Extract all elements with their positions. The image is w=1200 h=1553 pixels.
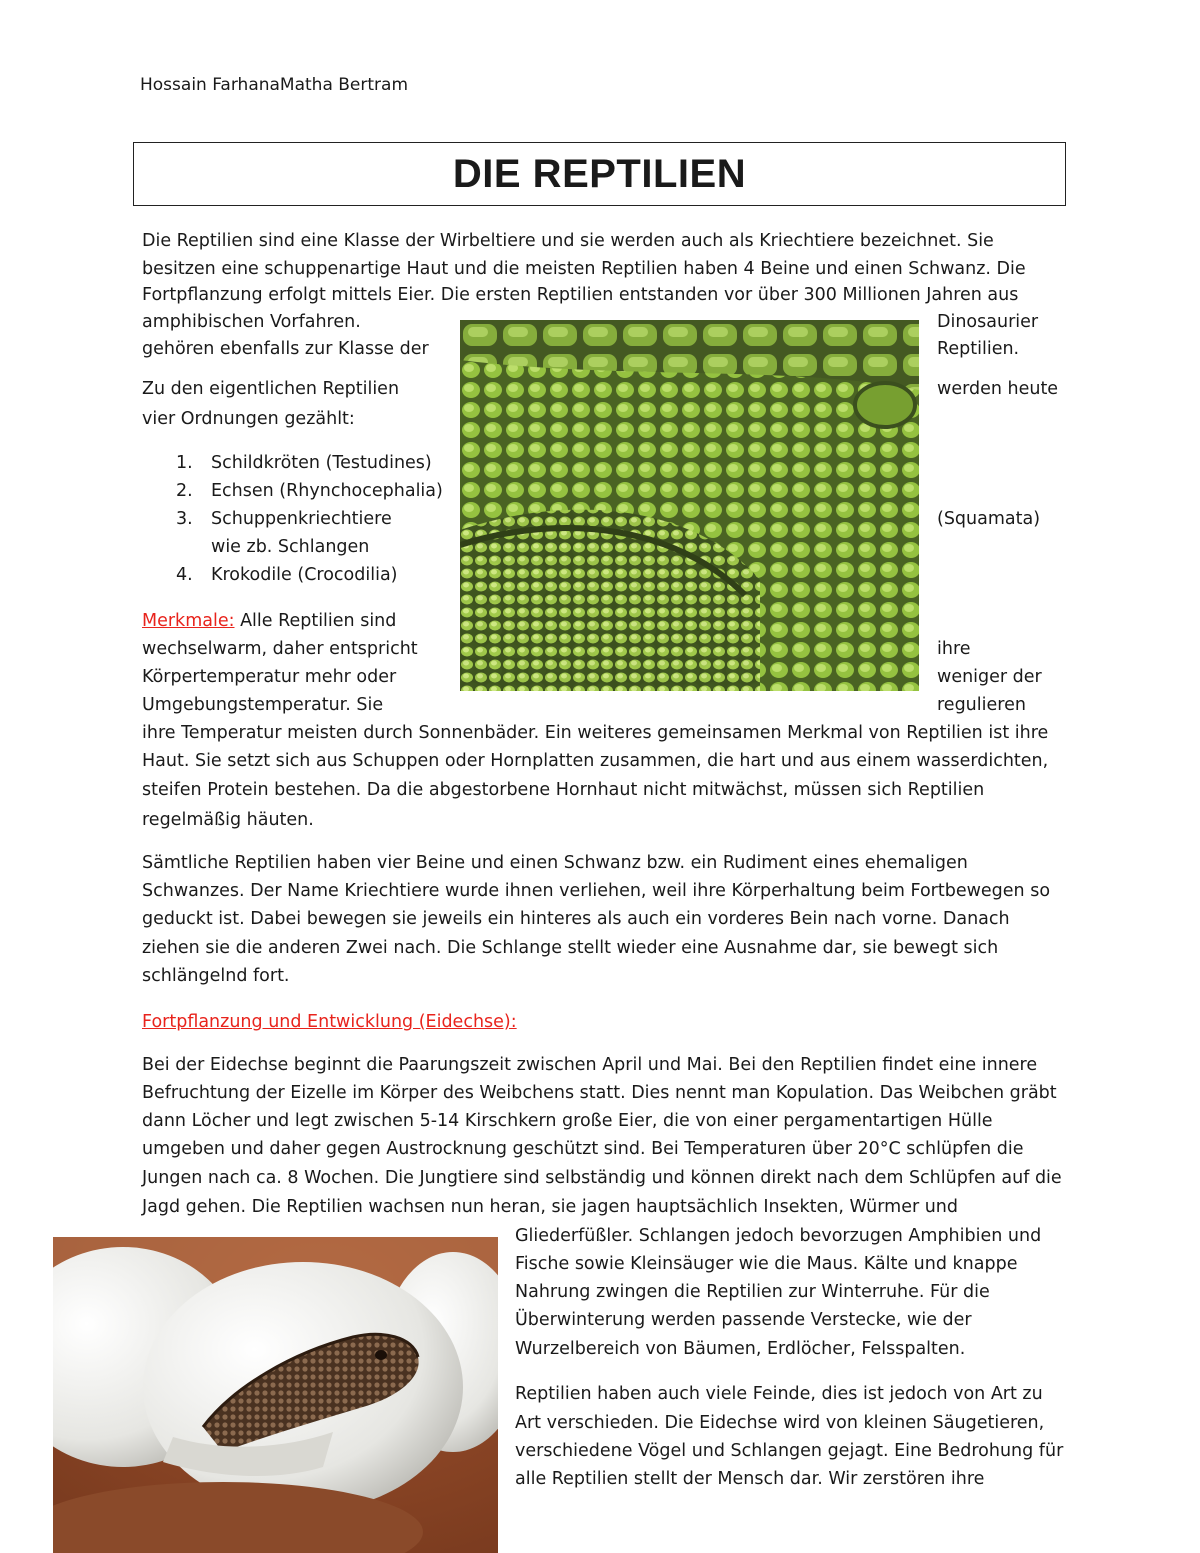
list-item-number: 4. — [176, 565, 193, 585]
reproduction-line-4: umgeben und daher gegen Austrocknung geschützt sind. Bei Temperaturen über 20°C schlüpfen die — [142, 1139, 1024, 1159]
features-line-2b: ihre — [937, 639, 971, 659]
movement-line-3: geduckt ist. Dabei bewegen sie jeweils ein hinteres als auch ein vorderes Bein nach vorne. Danach — [142, 909, 1010, 929]
orders-line-1b: werden heute — [937, 379, 1059, 399]
features-line-4b: regulieren — [937, 695, 1026, 715]
reproduction-col-line-4: Überwinterung werden passende Verstecke, wie der — [515, 1310, 972, 1330]
features-line-3b: weniger der — [937, 667, 1042, 687]
movement-line-4: ziehen sie die anderen Zwei nach. Die Schlange stellt wieder eine Ausnahme dar, sie bewegt sich — [142, 938, 999, 958]
reproduction-col-line-1: Gliederfüßler. Schlangen jedoch bevorzugen Amphibien und — [515, 1226, 1042, 1246]
reproduction-heading: Fortpflanzung und Entwicklung (Eidechse): — [142, 1012, 517, 1032]
reproduction-col-line-2: Fische sowie Kleinsäuger wie die Maus. Kälte und knappe — [515, 1254, 1018, 1274]
reproduction-line-1: Bei der Eidechse beginnt die Paarungszeit zwischen April und Mai. Bei den Reptilien findet eine innere — [142, 1055, 1038, 1075]
reproduction-line-3: dann Löcher und legt zwischen 5-14 Kirschkern große Eier, die von einer pergamentartigen Hülle — [142, 1111, 993, 1131]
reproduction-line-6: Jagd gehen. Die Reptilien wachsen nun heran, sie jagen hauptsächlich Insekten, Würmer und — [142, 1197, 959, 1217]
reproduction-col-line-5: Wurzelbereich von Bäumen, Erdlöcher, Felsspalten. — [515, 1339, 966, 1359]
enemies-line-1: Reptilien haben auch viele Feinde, dies ist jedoch von Art zu — [515, 1384, 1043, 1404]
intro-line-1: Die Reptilien sind eine Klasse der Wirbeltiere und sie werden auch als Kriechtiere bezeichnet. Sie — [142, 231, 994, 251]
list-item-text: Schuppenkriechtiere — [211, 509, 392, 529]
features-line-2a: wechselwarm, daher entspricht — [142, 639, 418, 659]
features-line-1-text: Alle Reptilien sind — [234, 611, 397, 631]
list-item-number: 3. — [176, 509, 193, 529]
reproduction-col-line-3: Nahrung zwingen die Reptilien zur Winterruhe. Für die — [515, 1282, 990, 1302]
features-heading: Merkmale: — [142, 611, 235, 631]
list-item-text: Echsen (Rhynchocephalia) — [211, 481, 443, 501]
list-item-text: Krokodile (Crocodilia) — [211, 565, 398, 585]
enemies-line-2: Art verschieden. Die Eidechse wird von kleinen Säugetieren, — [515, 1413, 1045, 1433]
intro-line-3: Fortpflanzung erfolgt mittels Eier. Die ersten Reptilien entstanden vor über 300 Millionen Jahren aus — [142, 285, 1019, 305]
features-line-6: Haut. Sie setzt sich aus Schuppen oder Hornplatten zusammen, die hart und aus einem wasserdichten, — [142, 751, 1049, 771]
enemies-line-4: alle Reptilien stellt der Mensch dar. Wir zerstören ihre — [515, 1469, 985, 1489]
list-item-right: (Squamata) — [937, 509, 1041, 529]
intro-line-5a: gehören ebenfalls zur Klasse der — [142, 339, 429, 359]
features-line-4a: Umgebungstemperatur. Sie — [142, 695, 384, 715]
reproduction-line-2: Befruchtung der Eizelle im Körper des Weibchens statt. Dies nennt man Kopulation. Das Weibchen gräbt — [142, 1083, 1057, 1103]
features-line-1 — [142, 611, 396, 631]
page-title: DIE REPTILIEN — [452, 151, 747, 196]
intro-line-5b: Reptilien. — [937, 339, 1020, 359]
list-item-number: 1. — [176, 453, 193, 473]
features-line-5: ihre Temperatur meisten durch Sonnenbäder. Ein weiteres gemeinsamen Merkmal von Reptilien ist ihre — [142, 723, 1049, 743]
crocodile-skin-image — [460, 320, 919, 691]
intro-line-4a: amphibischen Vorfahren. — [142, 312, 361, 332]
orders-line-1a: Zu den eigentlichen Reptilien — [142, 379, 400, 399]
reproduction-line-5: Jungen nach ca. 8 Wochen. Die Jungtiere sind selbständig und können direkt nach dem Schlüpfen auf die — [142, 1168, 1062, 1188]
features-line-8: regelmäßig häuten. — [142, 810, 314, 830]
title-box — [133, 142, 1066, 206]
movement-line-2: Schwanzes. Der Name Kriechtiere wurde ihnen verliehen, weil ihre Körperhaltung beim Fortbewegen so — [142, 881, 1051, 901]
list-item-number: 2. — [176, 481, 193, 501]
author-name: Hossain FarhanaMatha Bertram — [140, 75, 409, 95]
list-item-continuation: wie zb. Schlangen — [211, 537, 370, 557]
orders-line-2: vier Ordnungen gezählt: — [142, 409, 355, 429]
enemies-line-3: verschiedene Vögel und Schlangen gejagt. Eine Bedrohung für — [515, 1441, 1064, 1461]
features-line-3a: Körpertemperatur mehr oder — [142, 667, 397, 687]
hatching-lizard-image — [53, 1237, 498, 1553]
list-item-text: Schildkröten (Testudines) — [211, 453, 432, 473]
movement-line-5: schlängelnd fort. — [142, 966, 290, 986]
intro-line-4b: Dinosaurier — [937, 312, 1039, 332]
intro-line-2: besitzen eine schuppenartige Haut und die meisten Reptilien haben 4 Beine und einen Schwanz. Die — [142, 259, 1026, 279]
movement-line-1: Sämtliche Reptilien haben vier Beine und einen Schwanz bzw. ein Rudiment eines ehemaligen — [142, 853, 968, 873]
features-line-7: steifen Protein bestehen. Da die abgestorbene Hornhaut nicht mitwächst, müssen sich Reptilien — [142, 780, 985, 800]
